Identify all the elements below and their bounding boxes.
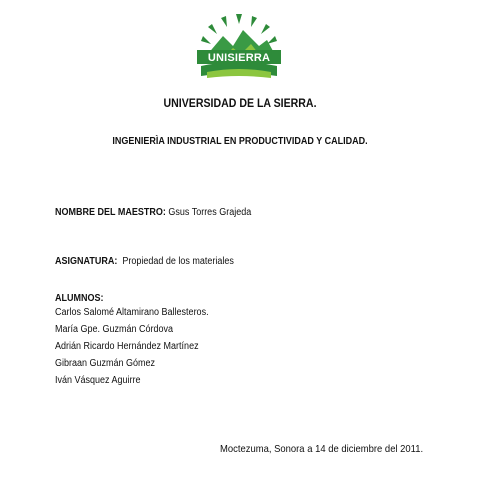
- unisierra-logo: [189, 14, 289, 84]
- student-name: Iván Vásquez Aguirre: [55, 375, 141, 386]
- place-date: Moctezuma, Sonora a 14 de diciembre del 2011.: [220, 443, 424, 455]
- subject-label: ASIGNATURA:: [55, 256, 118, 267]
- university-title: UNIVERSIDAD DE LA SIERRA.: [163, 98, 317, 110]
- student-name: Carlos Salomé Altamirano Ballesteros.: [55, 307, 209, 318]
- student-name: María Gpe. Guzmán Córdova: [55, 324, 174, 335]
- subject-line: [55, 255, 234, 268]
- teacher-label: NOMBRE DEL MAESTRO:: [55, 207, 166, 218]
- student-name: Adrián Ricardo Hernández Martínez: [55, 341, 199, 352]
- teacher-name: Gsus Torres Grajeda: [168, 207, 252, 218]
- career-title: INGENIERÌA INDUSTRIAL EN PRODUCTIVIDAD Y CALIDAD.: [112, 136, 368, 147]
- logo-text: UNISIERRA: [207, 52, 271, 64]
- students-label: ALUMNOS:: [55, 293, 104, 304]
- subject-name: Propiedad de los materiales: [122, 256, 234, 267]
- teacher-line: [55, 206, 251, 219]
- student-name: Gibraan Guzmán Gómez: [55, 358, 156, 369]
